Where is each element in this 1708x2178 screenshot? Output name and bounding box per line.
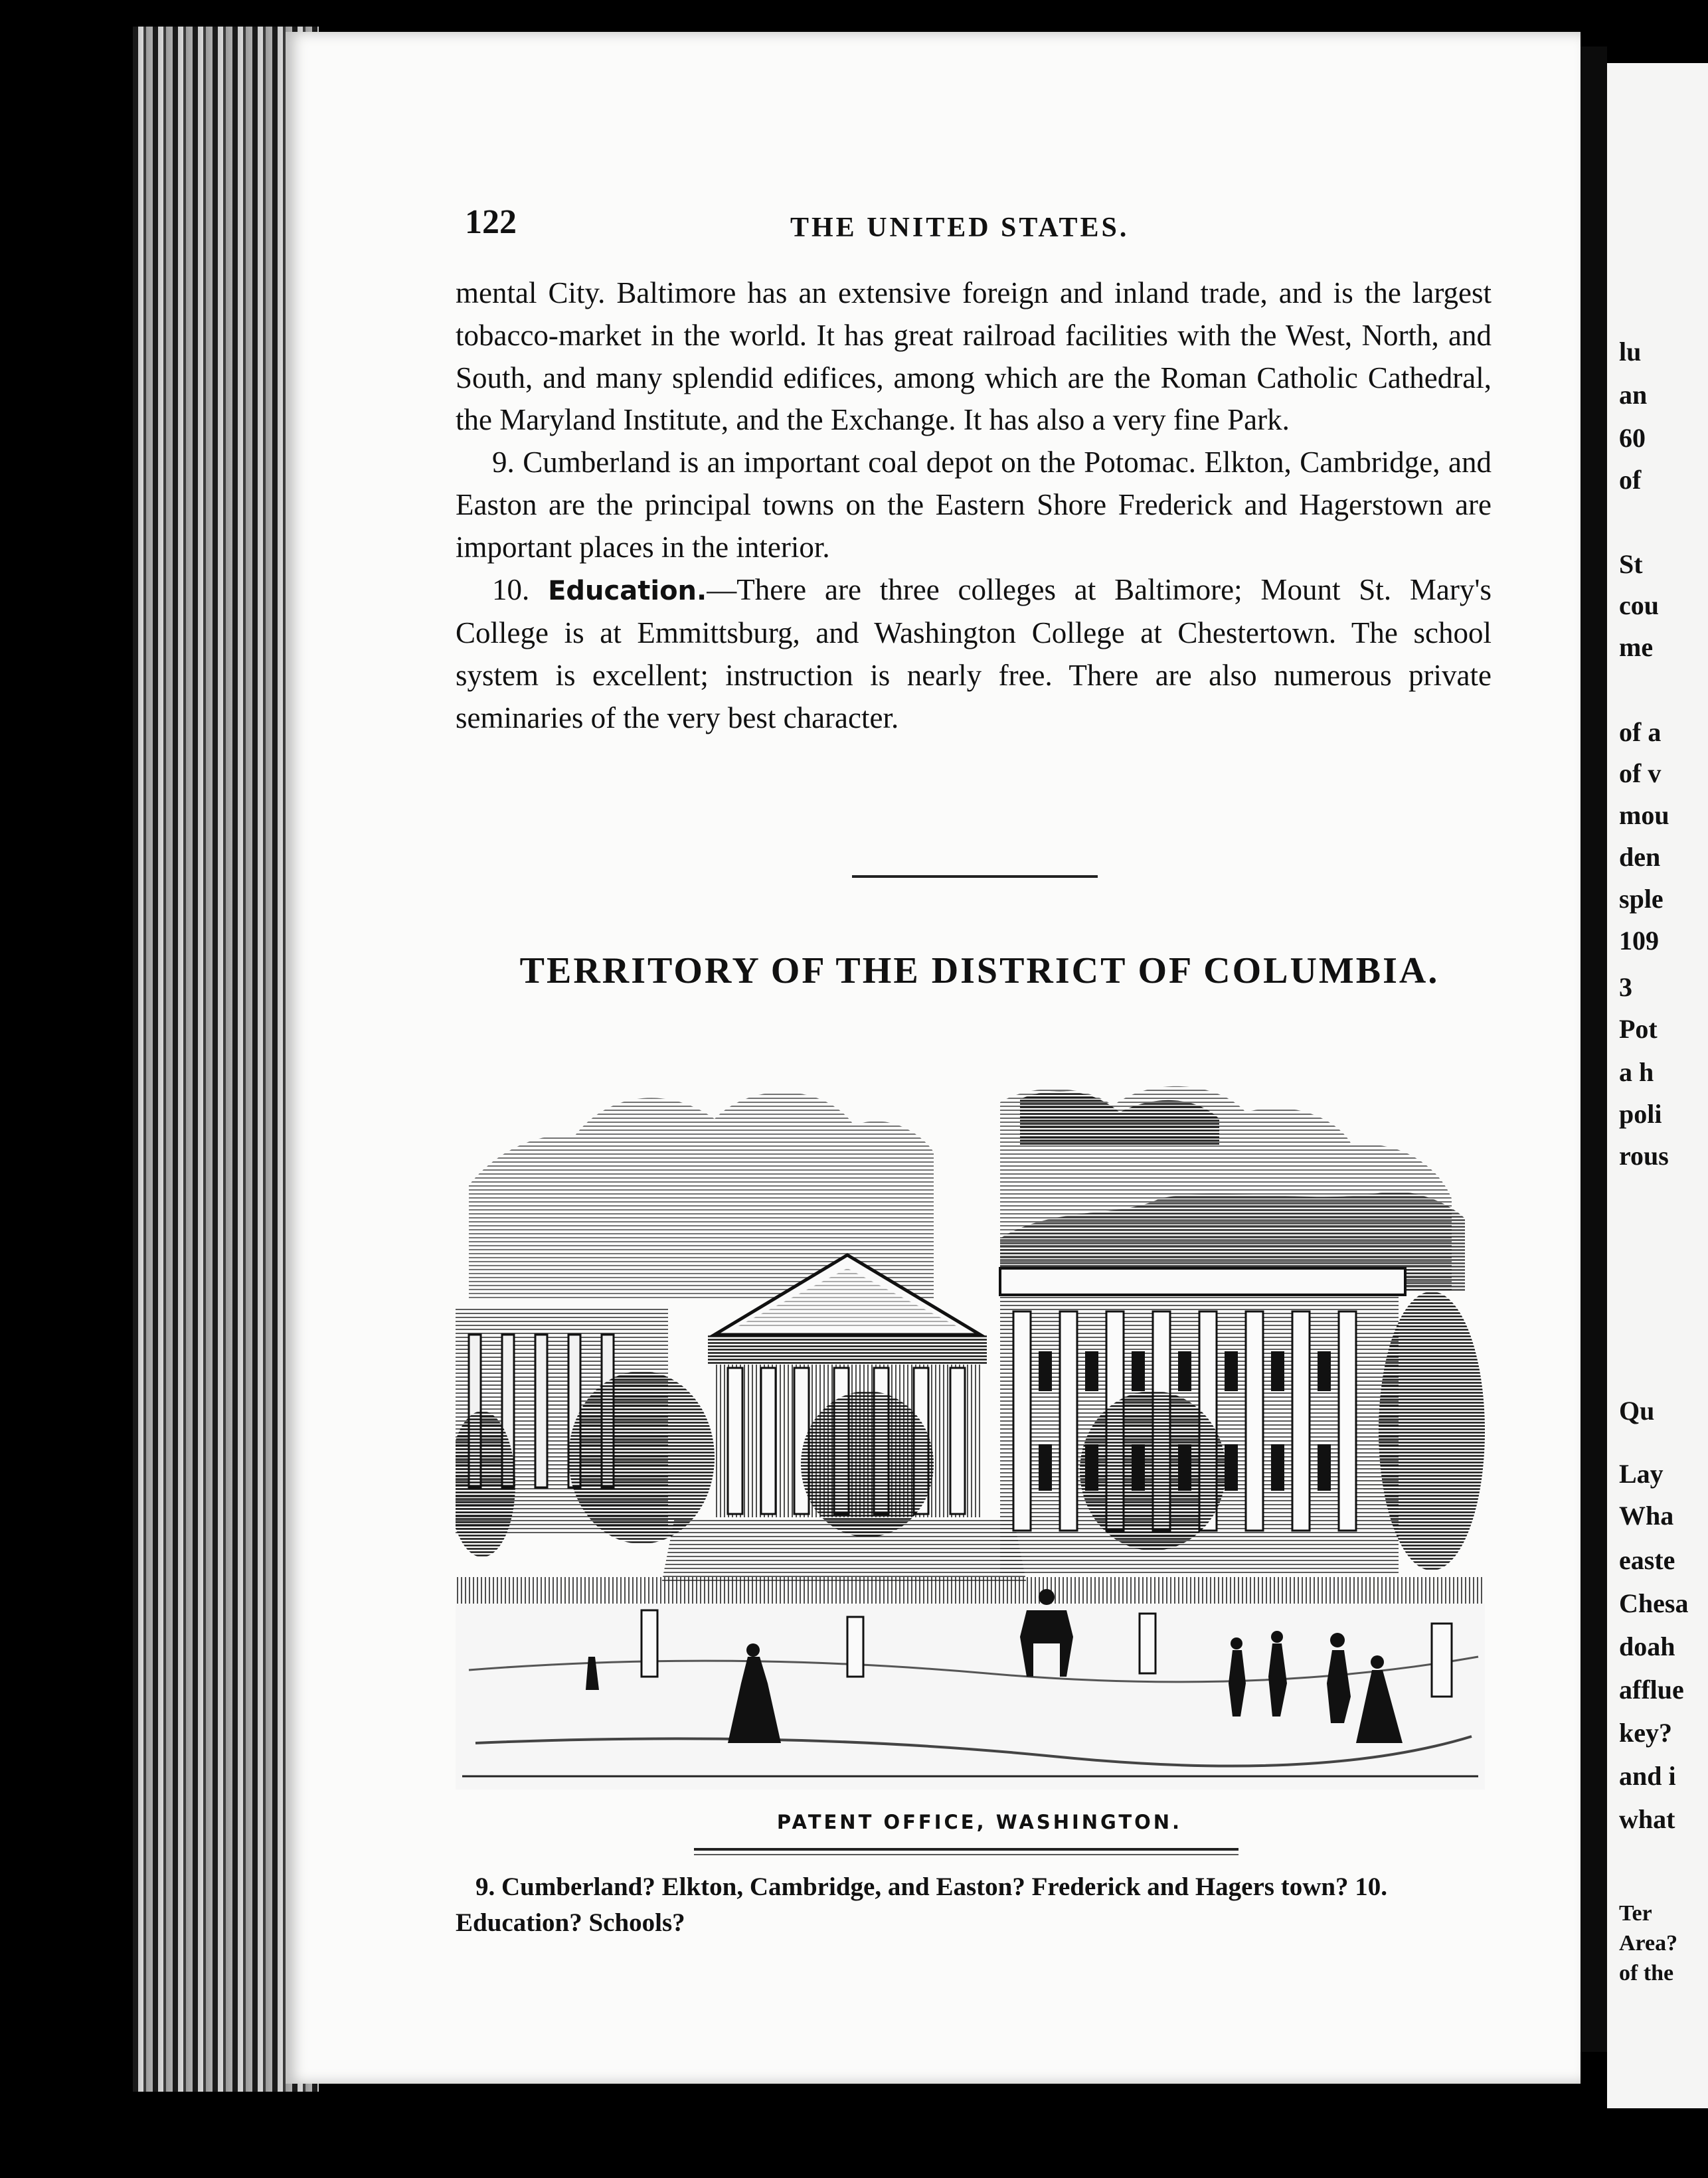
paragraph: mental City. Baltimore has an extensive foreign and inland trade, and is the largest tobacco-market in the world. It has great railroad facilities with the West, North, and South, and many splendid edifices, among which are the Roman Catholic Cathedral, the Maryland Institute, and the Exchange. It has also a very fine Park. <box>456 276 1492 437</box>
fence <box>456 1577 1485 1604</box>
section-label: Education. <box>548 575 707 606</box>
next-page-line: key? <box>1619 1718 1672 1748</box>
next-page-line: of <box>1619 465 1642 495</box>
paragraph-text: —There are three colleges at Baltimore; Mount St. Mary's College is at Emmittsburg, and Washington College at Chestertown. The school system is excellent; instruction is nearly free. There are also numerous private seminaries of the very best character. <box>456 572 1492 734</box>
paragraph <box>456 569 1492 740</box>
next-page-line: poli <box>1619 1099 1662 1129</box>
next-page-line: 60 <box>1619 423 1646 453</box>
tree <box>801 1391 934 1537</box>
engraving-caption: PATENT OFFICE, WASHINGTON. <box>776 1811 1183 1833</box>
next-page-line: Ter <box>1619 1901 1652 1926</box>
next-page-line: 109 <box>1619 926 1659 956</box>
next-page-line: Wha <box>1619 1501 1674 1531</box>
entablature <box>708 1335 987 1365</box>
next-page-fragment <box>1607 63 1708 2108</box>
running-head: THE UNITED STATES. <box>790 212 1130 243</box>
next-page-line: sple <box>1619 884 1664 914</box>
caption-rule <box>694 1854 1238 1855</box>
next-page-line: Chesa <box>1619 1588 1689 1618</box>
next-page-line: doah <box>1619 1632 1675 1661</box>
paragraph: 9. Cumberland is an important coal depot on the Potomac. Elkton, Cambridge, and Easton are the principal towns on the Eastern Shore Frederick and Hagerstown are important places in the interior. <box>456 446 1492 564</box>
caption-rule <box>694 1848 1238 1851</box>
next-page-line: 3 <box>1619 972 1632 1002</box>
patent-office-engraving <box>456 1072 1485 1796</box>
tree <box>568 1371 715 1544</box>
next-page-line: what <box>1619 1804 1675 1834</box>
next-page-line: Area? <box>1619 1931 1678 1956</box>
next-page-line: of v <box>1619 758 1662 788</box>
next-page-line: me <box>1619 632 1654 662</box>
tree <box>1080 1391 1226 1550</box>
section-title: TERRITORY OF THE DISTRICT OF COLUMBIA. <box>519 950 1440 991</box>
next-page-line: of a <box>1619 717 1662 747</box>
page-number: 122 <box>465 203 517 241</box>
next-page-line: and i <box>1619 1761 1676 1791</box>
next-page-line: rous <box>1619 1141 1669 1171</box>
next-page-line: lu <box>1619 337 1642 367</box>
book-gutter <box>1580 46 1607 2052</box>
next-page-line: mou <box>1619 800 1669 830</box>
next-page-line: den <box>1619 842 1661 872</box>
next-page-line: an <box>1619 380 1648 410</box>
next-page-line: cou <box>1619 590 1659 620</box>
tree <box>1379 1292 1485 1570</box>
next-page-line: Lay <box>1619 1459 1664 1489</box>
next-page-line: of the <box>1619 1961 1674 1985</box>
review-questions <box>456 1869 1492 1941</box>
question-line: 9. Cumberland? Elkton, Cambridge, and Easton? Frederick and Hagers town? 10. Education? Schools? <box>456 1873 1388 1937</box>
next-page-line: afflue <box>1619 1675 1684 1705</box>
next-page-line: Qu <box>1619 1396 1655 1426</box>
body-text <box>456 272 1492 740</box>
next-page-line: St <box>1619 549 1643 579</box>
page-header <box>465 203 1494 249</box>
next-page-line: Pot <box>1619 1014 1658 1044</box>
section-divider <box>852 875 1098 878</box>
next-page-line: a h <box>1619 1057 1654 1087</box>
paragraph-number: 10. <box>492 572 549 606</box>
next-page-line: easte <box>1619 1545 1675 1575</box>
